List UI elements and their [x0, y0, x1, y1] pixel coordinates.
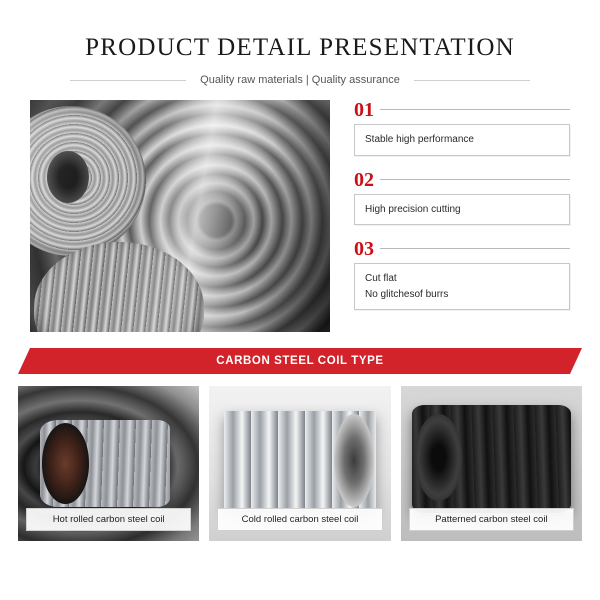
feature-text-box: [354, 194, 570, 226]
divider-right: [414, 80, 530, 81]
gallery-card[interactable]: [18, 386, 199, 541]
feature-number: 02: [354, 168, 374, 191]
photo-sheen-overlay: [30, 100, 330, 332]
gallery-caption: Hot rolled carbon steel coil: [26, 508, 191, 531]
feature-list: [330, 100, 570, 332]
banner-notch-left-icon: [18, 348, 30, 374]
page-header: [0, 0, 600, 86]
section-banner: [18, 348, 582, 374]
gallery-card[interactable]: [401, 386, 582, 541]
hero-coil-photo: [30, 100, 330, 332]
hero-section: [30, 100, 570, 332]
feature-line: No glitchesof burrs: [365, 288, 449, 300]
subtitle-row: [0, 74, 600, 86]
divider-left: [70, 80, 186, 81]
banner-title: CARBON STEEL COIL TYPE: [216, 355, 384, 367]
feature-rule: [380, 248, 570, 249]
feature-number: 01: [354, 99, 374, 121]
feature-rule: [380, 179, 570, 180]
gallery-caption: Cold rolled carbon steel coil: [217, 508, 382, 531]
feature-item-01: [354, 100, 570, 156]
feature-line: Stable high performance: [365, 134, 474, 145]
page-subtitle: Quality raw materials | Quality assurance: [200, 74, 400, 86]
banner-notch-right-icon: [570, 348, 582, 374]
feature-item-03: [354, 239, 570, 310]
gallery-card[interactable]: [209, 386, 390, 541]
feature-text-box: [354, 124, 570, 156]
feature-rule: [380, 109, 570, 110]
feature-number: 03: [354, 238, 374, 260]
feature-item-02: [354, 170, 570, 226]
page-title: PRODUCT DETAIL PRESENTATION: [85, 34, 515, 61]
feature-line: Cut flat: [365, 273, 397, 284]
product-gallery: [18, 386, 582, 541]
feature-text-box: [354, 263, 570, 310]
gallery-caption: Patterned carbon steel coil: [409, 508, 574, 531]
feature-line: High precision cutting: [365, 203, 461, 215]
